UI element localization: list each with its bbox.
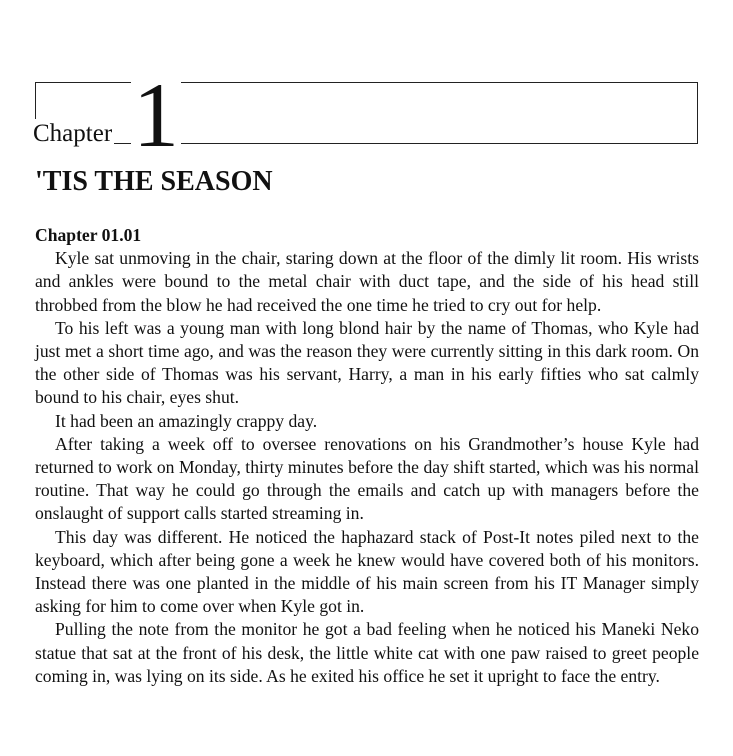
chapter-label: Chapter <box>33 120 113 147</box>
chapter-body <box>35 224 699 688</box>
paragraph-5: This day was different. He noticed the haphazard stack of Post-It notes piled next to the keyboard, which after being gone a week he knew would have covered both of his monitors. Instead there was one planted in the middle of his main screen from his IT Manager simply asking for him to come over when Kyle got in. <box>35 526 699 617</box>
paragraph-3: It had been an amazingly crappy day. <box>55 410 318 431</box>
paragraph-2: To his left was a young man with long blond hair by the name of Thomas, who Kyle had just met a short time ago, and was the reason they were currently sitting in this dark room. On the other side of Thomas was his servant, Harry, a man in his early fifties who sat calmly bound to his chair, eyes shut. <box>35 317 699 408</box>
section-heading: Chapter 01.01 <box>35 225 142 245</box>
chapter-number: 1 <box>133 64 179 166</box>
paragraph-4: After taking a week off to oversee renovations on his Grandmother’s house Kyle had returned to work on Monday, thirty minutes before the day shift started, which was his normal routine. That way he could go through the emails and catch up with managers before the onslaught of support calls started streaming in. <box>35 433 699 524</box>
chapter-title: 'TIS THE SEASON <box>35 166 273 197</box>
paragraph-1: Kyle sat unmoving in the chair, staring down at the floor of the dimly lit room. His wrists and ankles were bound to the metal chair with duct tape, and the side of his head still throbbed from the blow he had received the one time he tried to cry out for help. <box>35 248 699 315</box>
paragraph-6: Pulling the note from the monitor he got a bad feeling when he noticed his Maneki Neko statue that sat at the front of his desk, the little white cat with one paw raised to greet people coming in, was lying on its side. As he exited his office he set it upright to face the entry. <box>35 619 699 686</box>
